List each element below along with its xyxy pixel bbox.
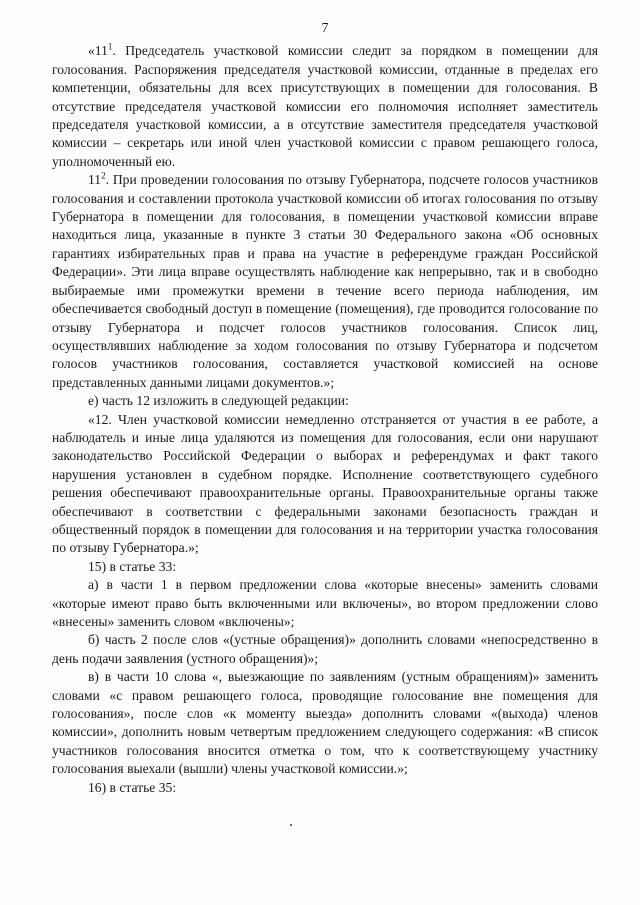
paragraph-text: 15) в статье 33: bbox=[88, 558, 177, 574]
paragraph-text: в) в части 10 слова «, выезжающие по заявлениям (устным обращениям)» заменить словами «с правом решающего голоса, проводящие голосование вне помещения для голосования», после слов «к моменту выезда» дополнить словами «(выхода) членов комиссии», дополнить новым четвертым предложением следующего содержания: «В список участников голосования вносится отметка о том, что к соответствующему участнику голосования выехали (вышли) члены участковой комиссии.»; bbox=[52, 669, 598, 777]
paragraph-text: б) часть 2 после слов «(устные обращения)» дополнить словами «непосредственно в день подачи заявления (устного обращения)»; bbox=[52, 632, 598, 666]
paragraph-part-12 bbox=[52, 411, 598, 558]
page-number: 7 bbox=[321, 21, 329, 36]
paragraph-text: 16) в статье 35: bbox=[88, 779, 177, 795]
paragraph-item-v bbox=[52, 668, 598, 778]
scan-speck bbox=[290, 824, 292, 826]
paragraph-text: е) часть 12 изложить в следующей редакции: bbox=[88, 393, 349, 409]
paragraph-11-2 bbox=[52, 171, 598, 392]
paragraph-prefix: 11 bbox=[88, 172, 102, 188]
paragraph-11-1 bbox=[52, 42, 598, 171]
paragraph-text: а) в части 1 в первом предложении слова «которые внесены» заменить словами «которые имеют право быть включенными или включены», во втором предложении слово «внесены» заменить словом «включены»; bbox=[52, 577, 598, 629]
paragraph-text: «12. Член участковой комиссии немедленно отстраняется от участия в ее работе, а наблюдатель и иные лица удаляются из помещения для голосования, если они нарушают законодательство Российской Федерации о выборах и референдумах и факт такого нарушения установлен в судебном порядке. Исполнение соответствующего судебного решения обеспечивают правоохранительные органы. Правоохранительные органы также обеспечивают в соответствии с федеральными законами безопасность граждан и общественный порядок в помещении для голосования и на территории участка голосования по отзыву Губернатора.»; bbox=[52, 411, 598, 556]
paragraph-item-e bbox=[52, 392, 598, 410]
paragraph-item-b bbox=[52, 631, 598, 668]
paragraph-item-a bbox=[52, 576, 598, 631]
paragraph-superscript: 2 bbox=[101, 170, 106, 181]
paragraph-text: . Председатель участковой комиссии следит за порядком в помещении для голосования. Распоряжения председателя участковой комиссии, отданные в пределах его компетенции, обязательны для всех присутствующих в помещении для голосования. В отсутствие председателя участковой комиссии его полномочия исполняет заместитель председателя участковой комиссии, а в отсутствие заместителя председателя участковой комиссии – секретарь или иной член участковой комиссии с правом решающего голоса, уполномоченный ею. bbox=[52, 43, 598, 169]
paragraph-text: . При проведении голосования по отзыву Губернатора, подсчете голосов участников голосования и составлении протокола участковой комиссии об итогах голосования по отзыву Губернатора в помещении для голосования, в помещении участковой комиссии вправе находиться лица, указанные в пункте 3 статьи 30 Федерального закона «Об основных гарантиях избирательных прав и права на участие в референдуме граждан Российской Федерации». Эти лица вправе осуществлять наблюдение как непрерывно, так и в свободно выбираемые ими промежутки времени в течение всего периода наблюдения, им обеспечивается свободный доступ в помещение (помещения), где проводится голосование по отзыву Губернатора и подсчет голосов участников голосования. Список лиц, осуществлявших наблюдение за ходом голосования по отзыву Губернатора и подсчетом голосов участников голосования, составляется участковой комиссией на основе представленных данными лицами документов.»; bbox=[52, 172, 598, 390]
paragraph-prefix: «11 bbox=[88, 43, 108, 59]
paragraph-superscript: 1 bbox=[107, 41, 113, 52]
paragraph-item-15 bbox=[52, 558, 598, 576]
paragraph-item-16 bbox=[52, 779, 598, 797]
